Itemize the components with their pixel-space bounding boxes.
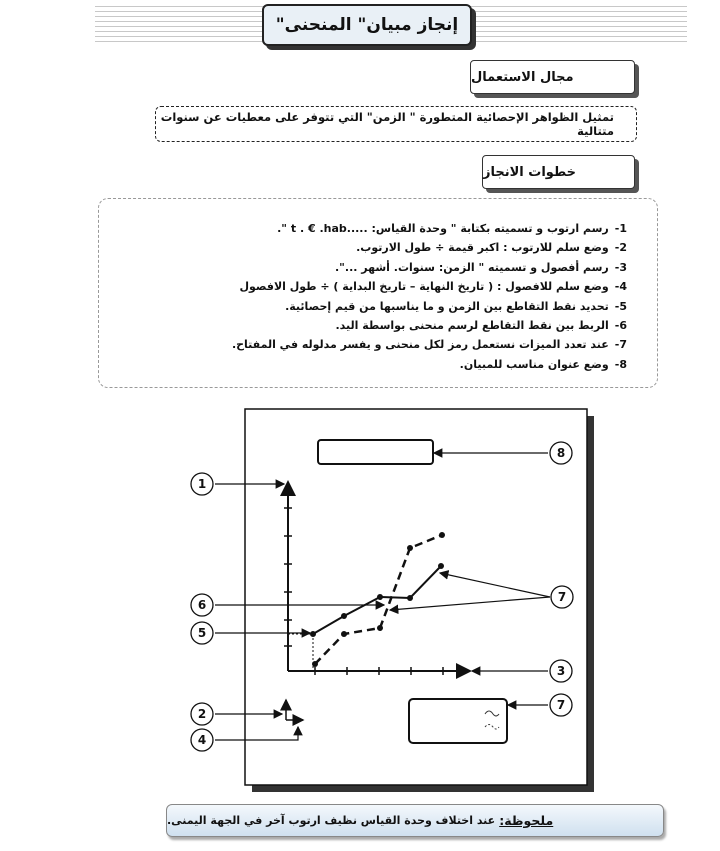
list-item: 8-وضع عنوان مناسب للمبيان. [459,357,627,371]
list-item: 3-رسم أفصول و تسميته " الزمن: سنوات. أشهر ...". [334,260,627,274]
page-title: إنجاز مبيان" المنحنى" [262,4,472,46]
title-placeholder [318,440,433,464]
callout-8-label: 8 [556,446,566,460]
list-item: 2-وضع سلم للارتوب : اكبر قيمة ÷ طول الارتوب. [356,241,627,255]
callout-6-label: 6 [197,598,207,612]
callout-7-legend-label: 7 [556,698,566,712]
callout-5-label: 5 [197,626,207,640]
list-item: 6-الربط بين نقط التقاطع لرسم منحنى بواسطة اليد. [335,319,627,333]
callout-2-label: 2 [197,707,207,721]
callout-3-label: 3 [556,664,566,678]
legend-box [409,699,507,743]
note-label: ملحوظة: [499,813,554,828]
list-item: 7-عند تعدد الميزات نستعمل رمز لكل منحنى و يفسر مدلوله في المفتاح. [231,338,627,352]
list-item: 4-وضع سلم للافصول : ( تاريخ النهاية – تاريخ البداية ) ÷ طول الافصول [239,280,627,294]
steps-header: خطوات الانجاز [482,155,635,189]
note-box [166,804,664,837]
note-text: عند اختلاف وحدة القياس نظيف ارتوب آخر في الجهة اليمنى. [167,814,496,827]
usage-header: مجال الاستعمال [470,60,635,94]
callout-4-label: 4 [197,733,207,747]
list-item: 1-رسم ارتوب و تسميته بكتابة " وحدة القياس: .....t . € .hab ". [277,222,627,235]
callout-1-label: 1 [197,477,207,491]
callout-7-label: 7 [557,590,567,604]
usage-text: تمثيل الظواهر الإحصائية المتطورة " الزمن" التي تتوفر على معطيات عن سنوات متتالية [160,110,614,138]
list-item: 5-تحديد نقط التقاطع بين الزمن و ما يناسبها من قيم إحصائية. [285,299,627,313]
